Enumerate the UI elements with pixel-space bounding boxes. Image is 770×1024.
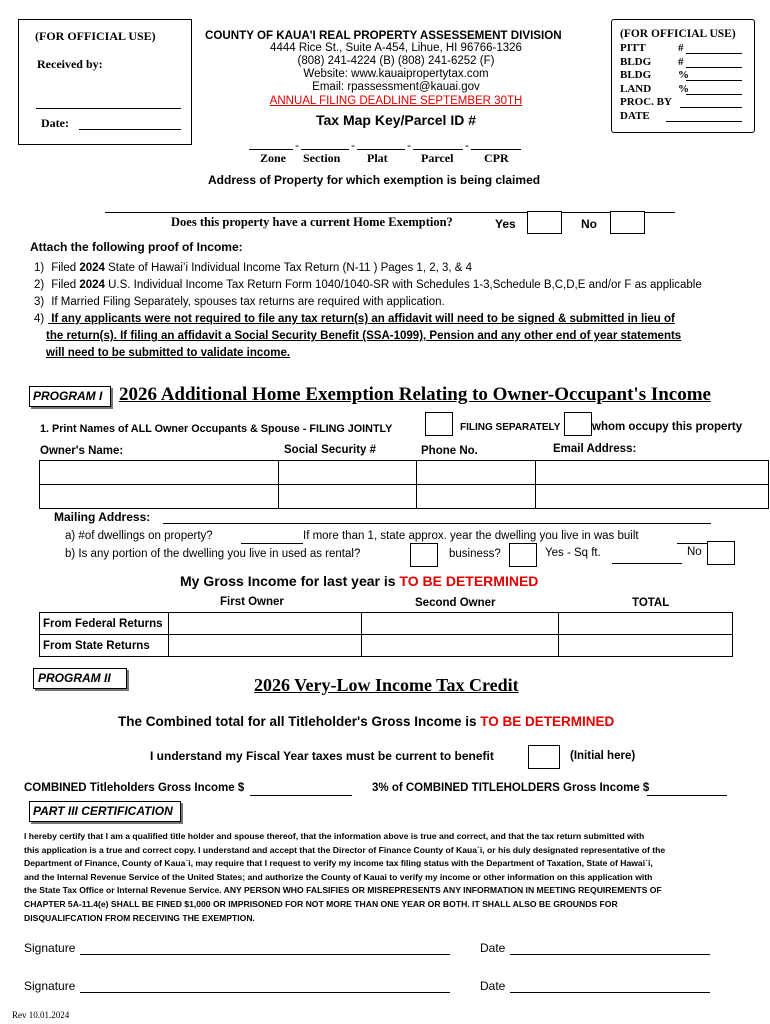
signature-label-2: Signature [24, 979, 76, 993]
date-label-left: Date: [41, 116, 69, 130]
combined-total-heading [118, 714, 614, 729]
income-table [39, 612, 733, 657]
tmk-plat-input[interactable] [357, 149, 405, 150]
signature-input-1[interactable] [80, 954, 450, 955]
date-label-1: Date [480, 941, 506, 955]
table-row [40, 635, 733, 657]
combined-total-text: The Combined total for all Titleholder's Gross Income is [118, 714, 481, 729]
ssn-cell[interactable] [279, 485, 417, 509]
phone-cell[interactable] [417, 461, 536, 485]
signature-input-2[interactable] [80, 992, 450, 993]
tmk-dash: - [295, 138, 299, 152]
tmk-label-parcel: Parcel [421, 151, 454, 165]
official-use-right-symbol: # [678, 42, 684, 54]
ssn-cell[interactable] [279, 461, 417, 485]
home-exemption-yes-checkbox[interactable] [527, 211, 562, 234]
official-use-right-label: PROC. BY [620, 96, 672, 108]
first-owner-header: First Owner [220, 596, 284, 608]
combined-income-input[interactable] [250, 795, 352, 796]
phone-cell[interactable] [417, 485, 536, 509]
received-by-label: Received by: [37, 57, 103, 71]
second-owner-federal-cell[interactable] [362, 613, 559, 635]
official-use-right-row [620, 110, 746, 123]
initial-here-label: (Initial here) [570, 750, 636, 762]
home-exemption-no-checkbox[interactable] [610, 211, 645, 234]
official-use-right-input[interactable] [666, 121, 742, 122]
business-checkbox[interactable] [509, 543, 537, 567]
official-use-right-input[interactable] [686, 53, 742, 54]
tmk-cpr-input[interactable] [471, 149, 521, 150]
table-row [40, 461, 769, 485]
date-line-left[interactable] [79, 129, 181, 130]
sqft-input[interactable] [612, 563, 682, 564]
col-email: Email Address: [553, 443, 637, 455]
program-1-tag-label: PROGRAM I [33, 389, 103, 403]
owner-name-cell[interactable] [40, 461, 279, 485]
tmk-label-zone: Zone [260, 151, 287, 165]
official-use-right-label: DATE [620, 109, 650, 122]
certification-line: DISQUALIFCATION FROM RECEIVING THE EXEMPTION. [24, 912, 255, 923]
dwelling-year-question: If more than 1, state approx. year the dwelling you live in was built [303, 530, 639, 542]
official-use-right-label: BLDG [620, 55, 652, 68]
official-use-right-input[interactable] [680, 107, 742, 108]
program-2-title: 2026 Very-Low Income Tax Credit [254, 675, 519, 695]
agency-address: 4444 Rice St., Suite A-454, Lihue, HI 96766-1326 [270, 42, 522, 54]
proof-heading: Attach the following proof of Income: [30, 240, 243, 254]
home-exemption-no-label: No [581, 217, 597, 231]
property-address-input[interactable] [105, 212, 675, 213]
whom-occupy-label: whom occupy this property [592, 421, 743, 433]
initial-checkbox[interactable] [528, 745, 560, 769]
tmk-label-cpr: CPR [484, 151, 509, 165]
certification-line: I hereby certify that I am a qualified title holder and spouse thereof, that the information above is true and correct, and that the tax return submitted with [24, 831, 645, 841]
filing-jointly-checkbox[interactable] [425, 412, 453, 436]
official-use-right-title: (FOR OFFICIAL USE) [620, 28, 736, 40]
gross-income-heading [180, 573, 538, 589]
agency-name: COUNTY OF KAUA'I REAL PROPERTY ASSESSEMENT DIVISION [205, 29, 562, 42]
official-use-right-label: PITT [620, 42, 646, 54]
certification-tag [29, 801, 181, 822]
understand-taxes-label: I understand my Fiscal Year taxes must be current to benefit [150, 749, 494, 763]
agency-website: Website: www.kauaipropertytax.com [303, 68, 489, 80]
income-row-label-federal: From Federal Returns [40, 613, 169, 635]
dwelling-year-input[interactable] [677, 543, 711, 544]
total-state-cell[interactable] [559, 635, 733, 657]
proof-item-3: 3) If Married Filing Separately, spouses tax returns are required with application. [34, 296, 445, 308]
total-federal-cell[interactable] [559, 613, 733, 635]
gross-income-tbd: TO BE DETERMINED [399, 573, 539, 589]
email-cell[interactable] [536, 485, 769, 509]
date-label-2: Date [480, 979, 506, 993]
owners-table [39, 460, 769, 509]
official-use-right-symbol: % [678, 69, 689, 81]
three-pct-label: 3% of COMBINED TITLEHOLDERS Gross Income $ [372, 782, 650, 794]
received-by-line[interactable] [36, 108, 181, 109]
date-input-1[interactable] [510, 954, 710, 955]
tmk-dash: - [465, 138, 469, 152]
income-row-label-state: From State Returns [40, 635, 169, 657]
rental-question: b) Is any portion of the dwelling you live in used as rental? [65, 548, 361, 560]
yes-sqft-label: Yes - Sq ft. [545, 547, 601, 559]
tmk-title: Tax Map Key/Parcel ID # [315, 112, 477, 128]
official-use-right-row [620, 56, 746, 69]
tmk-label-section: Section [303, 151, 341, 165]
proof-item-4-line2: the return(s). If filing an affidavit a Social Security Benefit (SSA-1099), Pension and any other end of year statements [46, 330, 682, 342]
tmk-dash: - [407, 138, 411, 152]
revision-label: Rev 10.01.2024 [12, 1010, 70, 1020]
certification-line: and the Internal Revenue Service of the United States; and authorize the County of Kauai to verify my income or other information on this application with [24, 871, 653, 882]
filing-separately-checkbox[interactable] [564, 412, 592, 436]
total-header: TOTAL [632, 597, 670, 609]
official-use-right-row [620, 83, 746, 96]
first-owner-federal-cell[interactable] [169, 613, 362, 635]
tmk-label-plat: Plat [367, 151, 388, 165]
mailing-address-input[interactable] [163, 523, 711, 524]
certification-line: Department of Finance, County of Kaua`i, may require that I request to verify my income tax filing status with the Department of Taxation, State of Hawai`i, [24, 858, 653, 869]
home-exemption-yes-label: Yes [495, 217, 516, 231]
agency-phone: (808) 241-4224 (B) (808) 241-6252 (F) [297, 55, 495, 67]
owner-name-cell[interactable] [40, 485, 279, 509]
official-use-right-label: LAND [620, 82, 652, 95]
proof-item-4-line3: will need to be submitted to validate income. [46, 347, 291, 359]
col-ssn: Social Security # [284, 444, 377, 456]
gross-income-text: My Gross Income for last year is [180, 573, 400, 589]
dwellings-input[interactable] [241, 543, 303, 544]
official-use-right-symbol: # [678, 55, 684, 68]
first-owner-state-cell[interactable] [169, 635, 362, 657]
program-1-title: 2026 Additional Home Exemption Relating to Owner-Occupant's Income [119, 384, 711, 405]
tmk-parcel-input[interactable] [413, 149, 463, 150]
second-owner-header: Second Owner [415, 597, 496, 609]
proof-item-1: 1) Filed 2024 State of Hawai’i Individual Income Tax Return (N-11 ) Pages 1, 2, 3, & 4 [34, 262, 473, 274]
col-owner-name: Owner's Name: [40, 445, 124, 457]
dwellings-question: a) #of dwellings on property? [65, 530, 213, 542]
table-row [40, 613, 733, 635]
official-use-left-box [18, 19, 192, 145]
second-owner-state-cell[interactable] [362, 635, 559, 657]
rental-no-label: No [687, 546, 702, 558]
official-use-right-row [620, 42, 746, 55]
owner-occupants-question: 1. Print Names of ALL Owner Occupants & Spouse - FILING JOINTLY [40, 423, 393, 435]
official-use-right-symbol: % [678, 82, 689, 95]
rental-no-checkbox[interactable] [707, 541, 735, 565]
rental-checkbox[interactable] [410, 543, 438, 567]
official-use-right-box [611, 19, 755, 133]
combined-income-label: COMBINED Titleholders Gross Income $ [24, 782, 245, 794]
tmk-zone-input[interactable] [249, 149, 293, 150]
mailing-address-label: Mailing Address: [54, 510, 151, 524]
business-label: business? [449, 548, 501, 560]
official-use-right-input[interactable] [686, 80, 742, 81]
tmk-section-input[interactable] [301, 149, 349, 150]
program-1-tag [29, 386, 111, 407]
col-phone: Phone No. [421, 445, 478, 457]
agency-email: Email: rpassessment@kauai.gov [312, 81, 480, 93]
date-input-2[interactable] [510, 992, 710, 993]
combined-total-tbd: TO BE DETERMINED [480, 714, 615, 729]
proof-item-2: 2) Filed 2024 U.S. Individual Income Tax Return Form 1040/1040-SR with Schedules 1-3,Schedule B,C,D,E and/or F as applicable [34, 279, 702, 291]
tmk-dash: - [351, 138, 355, 152]
official-use-right-row [620, 96, 746, 109]
three-pct-input[interactable] [647, 795, 727, 796]
email-cell[interactable] [536, 461, 769, 485]
certification-tag-label: PART III CERTIFICATION [33, 804, 173, 818]
program-2-tag-label: PROGRAM II [38, 671, 111, 685]
certification-line: CHAPTER 5A-11.4(e) SHALL BE FINED $1,000 OR IMPRISONED FOR NOT MORE THAN ONE YEAR OR BOTH. IT SHALL ALSO BE GROUNDS FOR [24, 898, 618, 909]
proof-item-4: 4) If any applicants were not required to file any tax return(s) an affidavit will need to be signed & submitted in lieu of [34, 313, 675, 325]
property-address-label: Address of Property for which exemption is being claimed [208, 173, 541, 187]
table-row [40, 485, 769, 509]
filing-deadline: ANNUAL FILING DEADLINE SEPTEMBER 30TH [269, 95, 523, 107]
certification-line: this application is a true and correct copy. I understand and accept that the Director of Finance County of Kaua`i, or his duly designated representative of the [24, 844, 666, 855]
signature-label-1: Signature [24, 941, 76, 955]
certification-line: the State Tax Office or Internal Revenue Service. ANY PERSON WHO FALSIFIES OR MISREPRESENTS ANY INFORMATION IN MEETING REQUIREMENTS OF [24, 885, 662, 896]
filing-separately-label: FILING SEPARATELY [460, 422, 561, 433]
program-2-tag [33, 668, 127, 689]
official-use-right-label: BLDG [620, 69, 652, 81]
official-use-right-row [620, 69, 746, 82]
official-use-right-input[interactable] [686, 94, 742, 95]
home-exemption-question: Does this property have a current Home Exemption? [171, 215, 453, 229]
official-use-left-title: (FOR OFFICIAL USE) [35, 29, 156, 43]
certification-text [24, 830, 754, 925]
official-use-right-input[interactable] [686, 67, 742, 68]
